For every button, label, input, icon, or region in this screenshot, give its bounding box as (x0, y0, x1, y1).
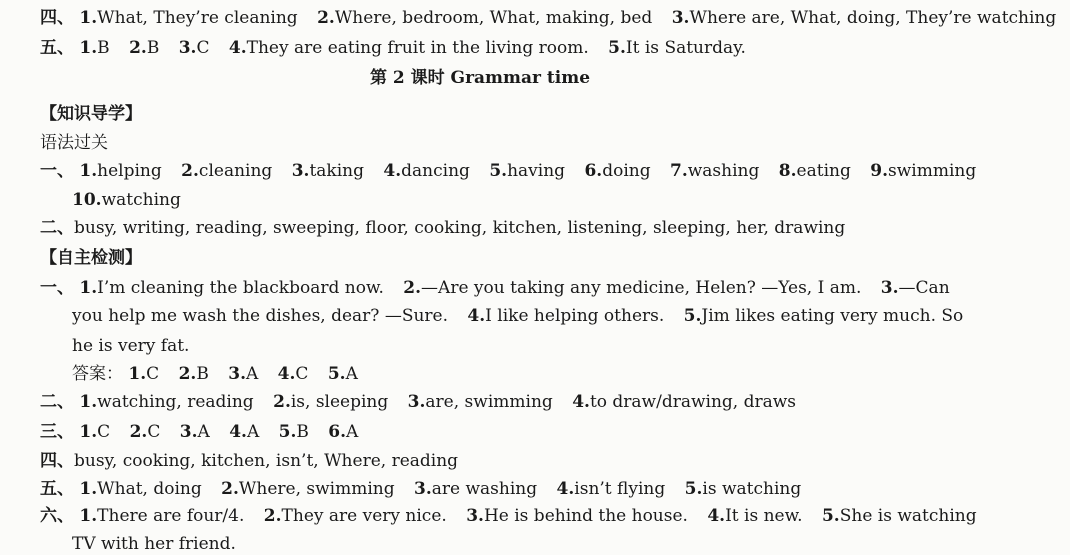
answer-item (822, 506, 977, 526)
lesson-title: 第 2 课时 Grammar time (369, 68, 591, 88)
answer-item (79, 422, 110, 442)
item-text: helping (97, 161, 162, 181)
answer-item (670, 161, 759, 181)
item-text: busy, writing, reading, sweeping, floor, cooking, kitchen, listening, sleeping, her, drawing (74, 218, 846, 238)
section-mark: 五、 (40, 38, 74, 58)
item-text: A (346, 422, 359, 442)
item-number: 8. (778, 161, 797, 181)
item-number: 3. (179, 422, 198, 442)
item-number: 1. (79, 8, 98, 28)
item-text: What, They’re cleaning (97, 8, 298, 28)
item-text: She is watching (839, 506, 977, 526)
item-number: 5. (683, 306, 702, 326)
item-number: 2. (403, 278, 422, 298)
item-number: 1. (79, 479, 98, 499)
item-text: —Can (898, 278, 950, 298)
answer-item (557, 479, 666, 499)
knowledge-heading: 【知识导学】 (40, 104, 142, 124)
item-number: 4. (467, 306, 486, 326)
answer-item (72, 190, 181, 210)
self-test-heading: 【自主检测】 (40, 248, 142, 268)
item-number: 2. (221, 479, 239, 499)
item-text: busy, cooking, kitchen, isn’t, Where, reading (74, 451, 459, 471)
item-text: eating (796, 161, 851, 181)
section-mark: 三、 (40, 422, 74, 442)
grammar-subheading: 语法过关 (40, 133, 108, 153)
item-text: C (196, 38, 210, 58)
item-text: A (345, 364, 358, 384)
item-text: C (295, 364, 309, 384)
item-number: 10. (72, 190, 102, 210)
item-text: It is Saturday. (625, 38, 746, 58)
knowledge-line-1 (40, 161, 977, 181)
answer-item (672, 8, 1057, 28)
self-test-line-2 (40, 392, 946, 412)
item-text: B (146, 38, 160, 58)
answer-item (79, 506, 244, 526)
answer-item (467, 306, 664, 326)
section-mark: 一、 (40, 161, 74, 181)
item-number: 4. (556, 479, 575, 499)
item-text: Jim likes eating very much. So (701, 306, 964, 326)
item-number: 3. (407, 392, 426, 412)
answer-item (79, 161, 161, 181)
answer-item (221, 479, 394, 499)
section-mark: 四、 (40, 8, 74, 28)
item-number: 4. (383, 161, 402, 181)
section-mark: 一、 (40, 278, 74, 298)
item-text: is watching (702, 479, 802, 499)
answer-item (292, 161, 364, 181)
answer-item (79, 38, 109, 58)
answer-item (179, 38, 210, 58)
item-text: watching, reading (97, 392, 254, 412)
self-test-line-5 (40, 479, 946, 499)
answer-item (79, 278, 383, 298)
item-number: 5. (489, 161, 508, 181)
section-mark: 二、 (40, 218, 74, 238)
answer-item (317, 8, 652, 28)
self-test-line-6 (40, 506, 977, 526)
item-number: 3. (466, 506, 484, 526)
item-number: 1. (79, 506, 98, 526)
answer-item (264, 506, 447, 526)
item-number: 4. (572, 392, 590, 412)
item-number: 1. (79, 392, 98, 412)
answer-item (408, 392, 553, 412)
section-mark: 四、 (40, 451, 74, 471)
item-text: watching (101, 190, 181, 210)
answer-item (608, 38, 746, 58)
item-text: —Are you taking any medicine, Helen? —Yes, I am. (421, 278, 862, 298)
item-number: 3. (178, 38, 197, 58)
item-text: Where, bedroom, What, making, bed (334, 8, 653, 28)
item-text: What, doing (97, 479, 202, 499)
answer-item (79, 8, 297, 28)
item-number: 2. (129, 38, 147, 58)
answer-item (328, 422, 358, 442)
item-number: 5. (821, 506, 840, 526)
item-number: 1. (79, 38, 98, 58)
item-text: having (507, 161, 566, 181)
answer-item (383, 161, 470, 181)
item-text: C (146, 364, 160, 384)
item-text: There are four/4. (97, 506, 245, 526)
item-text: isn’t flying (574, 479, 666, 499)
item-number: 1. (79, 422, 98, 442)
item-text: are, swimming (425, 392, 553, 412)
item-text: It is new. (725, 506, 803, 526)
item-number: 2. (317, 8, 335, 28)
item-text: taking (309, 161, 364, 181)
item-text: swimming (888, 161, 977, 181)
answer-item (489, 161, 565, 181)
answer-item (228, 364, 258, 384)
answer-item (128, 364, 159, 384)
item-number: 3. (228, 364, 246, 384)
answer-item (584, 161, 650, 181)
self-test-line-3 (40, 422, 946, 442)
item-text: B (97, 38, 110, 58)
answer-item (279, 422, 309, 442)
answer-item (229, 422, 259, 442)
item-text: A (246, 422, 260, 442)
item-number: 1. (79, 161, 98, 181)
item-number: 1. (128, 364, 147, 384)
item-text: washing (687, 161, 760, 181)
answer-item (572, 392, 796, 412)
answer-item (685, 479, 802, 499)
top-line-5 (40, 38, 946, 58)
item-text: B (196, 364, 209, 384)
answer-item (881, 278, 950, 298)
self-test-line-4 (40, 451, 946, 471)
self-test-line-1-cont (72, 306, 964, 326)
answer-item (403, 278, 861, 298)
item-text: Where are, What, doing, They’re watching (689, 8, 1057, 28)
item-number: 2. (273, 392, 291, 412)
answer-item (870, 161, 976, 181)
answer-item (79, 392, 253, 412)
answer-item (466, 506, 688, 526)
item-text: are washing (431, 479, 538, 499)
answer-item (129, 38, 159, 58)
item-number: 9. (870, 161, 888, 181)
knowledge-line-1-cont (72, 190, 946, 210)
answer-key-line (72, 364, 946, 384)
item-number: 7. (670, 161, 688, 181)
item-number: 2. (129, 422, 148, 442)
answer-item (180, 422, 210, 442)
item-text: B (296, 422, 309, 442)
answer-item (684, 306, 964, 326)
item-number: 6. (328, 422, 347, 442)
answer-item (179, 364, 209, 384)
item-text: They are very nice. (281, 506, 447, 526)
item-number: 3. (414, 479, 432, 499)
item-number: 3. (880, 278, 899, 298)
section-mark: 五、 (40, 479, 74, 499)
answer-item (273, 392, 388, 412)
knowledge-line-2 (40, 218, 946, 238)
item-text: dancing (401, 161, 470, 181)
item-number: 6. (584, 161, 603, 181)
answer-item (779, 161, 851, 181)
item-number: 3. (291, 161, 310, 181)
self-test-line-1 (40, 278, 950, 298)
answer-item (278, 364, 309, 384)
answer-item (328, 364, 358, 384)
item-text: you help me wash the dishes, dear? —Sure. (72, 306, 449, 326)
answer-item (181, 161, 272, 181)
item-number: 1. (79, 278, 98, 298)
item-number: 2. (178, 364, 197, 384)
item-number: 4. (277, 364, 296, 384)
item-text: A (245, 364, 259, 384)
item-text: to draw/drawing, draws (589, 392, 797, 412)
answer-item (130, 422, 161, 442)
item-number: 5. (608, 38, 626, 58)
item-number: 2. (263, 506, 282, 526)
item-number: 5. (327, 364, 346, 384)
answer-item (414, 479, 537, 499)
item-text: cleaning (198, 161, 273, 181)
answer-item (79, 479, 201, 499)
item-number: 2. (181, 161, 199, 181)
item-number: 4. (229, 422, 247, 442)
item-number: 5. (684, 479, 703, 499)
answer-item (707, 506, 802, 526)
answer-label: 答案： (72, 364, 123, 384)
section-mark: 二、 (40, 392, 74, 412)
item-number: 4. (228, 38, 247, 58)
item-text: I’m cleaning the blackboard now. (97, 278, 384, 298)
self-test-line-6-cont: TV with her friend. (72, 534, 236, 554)
item-number: 3. (671, 8, 690, 28)
item-number: 4. (707, 506, 726, 526)
answer-item (229, 38, 589, 58)
section-mark: 六、 (40, 506, 74, 526)
self-test-line-1-end: he is very fat. (72, 336, 190, 356)
item-text: C (147, 422, 161, 442)
item-text: is, sleeping (290, 392, 389, 412)
item-text: They are eating fruit in the living room. (246, 38, 589, 58)
item-text: Where, swimming (238, 479, 395, 499)
top-line-4 (40, 8, 1057, 28)
item-number: 5. (278, 422, 297, 442)
item-text: He is behind the house. (483, 506, 688, 526)
item-text: A (197, 422, 210, 442)
item-text: doing (602, 161, 651, 181)
item-text: C (97, 422, 111, 442)
item-text: I like helping others. (485, 306, 665, 326)
